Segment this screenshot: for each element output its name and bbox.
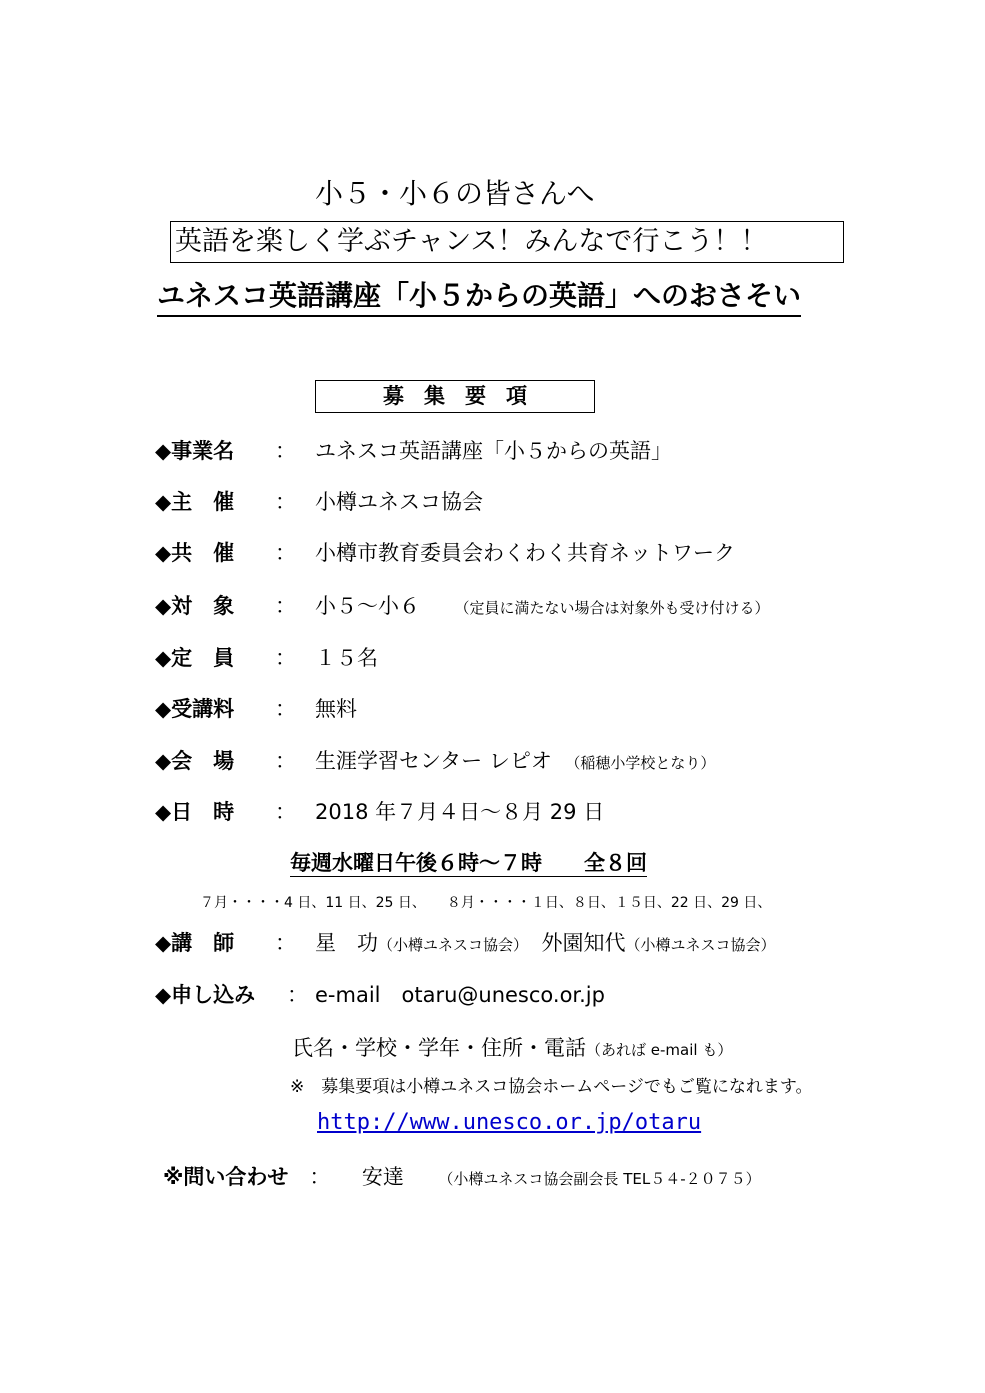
- row-label: ◆主 催: [155, 490, 235, 514]
- schedule: 毎週水曜日午後６時～７時 全８回: [290, 851, 647, 875]
- row-label: ◆対 象: [155, 594, 235, 618]
- row-label: ◆申し込み: [155, 983, 256, 1007]
- dates-august: ８月・・・・１日、８日、１５日、22 日、29 日、: [446, 895, 772, 911]
- row-colon: ：: [275, 931, 296, 955]
- row-value: [315, 591, 770, 623]
- row-value: 小樽ユネスコ協会: [315, 490, 483, 514]
- row-value: e-mail otaru@unesco.or.jp: [315, 983, 605, 1007]
- website-link[interactable]: http://www.unesco.or.jp/otaru: [317, 1110, 702, 1135]
- row-label: ◆共 催: [155, 541, 235, 565]
- row-value: 小樽市教育委員会わくわく共育ネットワーク: [315, 541, 735, 565]
- contact-items-text: 氏名・学校・学年・住所・電話: [292, 1036, 586, 1060]
- target-note: （定員に満たない場合は対象外も受け付ける）: [462, 599, 770, 617]
- contact-items-note: （あれば e-mail も）: [586, 1041, 733, 1059]
- lecturer-name-2: 外園知代: [541, 931, 626, 955]
- row-colon: ：: [287, 983, 308, 1007]
- inquiry-detail: （小樽ユネスコ協会副会長 TEL５４-２０７５）: [445, 1170, 761, 1188]
- inquiry-label: ※問い合わせ: [163, 1165, 289, 1189]
- venue-value: 生涯学習センター レピオ: [315, 749, 552, 773]
- row-label: ◆日 時: [155, 800, 235, 824]
- row-value: [315, 746, 715, 778]
- homepage-note: ※ 募集要項は小樽ユネスコ協会ホームページでもご覧になれます。: [290, 1077, 813, 1097]
- lecturer-org-1: （小樽ユネスコ協会）: [378, 936, 521, 954]
- row-colon: ：: [275, 541, 296, 565]
- row-label: ◆講 師: [155, 931, 235, 955]
- row-value: 2018 年７月４日～８月 29 日: [315, 800, 605, 824]
- row-value: ユネスコ英語講座「小５からの英語」: [315, 439, 672, 463]
- main-title: ユネスコ英語講座「小５からの英語」へのおさそい: [157, 279, 801, 317]
- row-value: １５名: [315, 646, 378, 670]
- row-value: 無料: [315, 697, 357, 721]
- row-colon: ：: [275, 800, 296, 824]
- dates-july: ７月・・・・4 日、11 日、25 日、: [200, 895, 419, 911]
- section-title: 募集要項: [315, 380, 595, 413]
- row-colon: ：: [275, 646, 296, 670]
- inquiry-name: 安達: [361, 1165, 404, 1189]
- row-label: ◆会 場: [155, 749, 235, 773]
- target-value: 小５～小６: [315, 594, 420, 618]
- inquiry-colon: ：: [309, 1165, 320, 1189]
- row-colon: ：: [275, 439, 296, 463]
- lecturer-org-2: （小樽ユネスコ協会）: [625, 936, 776, 954]
- greeting: 小５・小６の皆さんへ: [315, 177, 595, 210]
- row-colon: ：: [275, 594, 296, 618]
- row-colon: ：: [275, 697, 296, 721]
- row-label: ◆受講料: [155, 697, 235, 721]
- inquiry: [163, 1162, 761, 1192]
- lecturer-name-1: 星 功: [315, 931, 378, 955]
- row-colon: ：: [275, 490, 296, 514]
- venue-note: （稲穂小学校となり）: [572, 754, 716, 772]
- dates: [200, 892, 771, 912]
- catchphrase-box: 英語を楽しく学ぶチャンス！みんなで行こう！！: [170, 221, 844, 263]
- row-colon: ：: [275, 749, 296, 773]
- row-value: [315, 928, 776, 960]
- contact-items: [292, 1032, 732, 1062]
- row-label: ◆事業名: [155, 439, 235, 463]
- row-label: ◆定 員: [155, 646, 235, 670]
